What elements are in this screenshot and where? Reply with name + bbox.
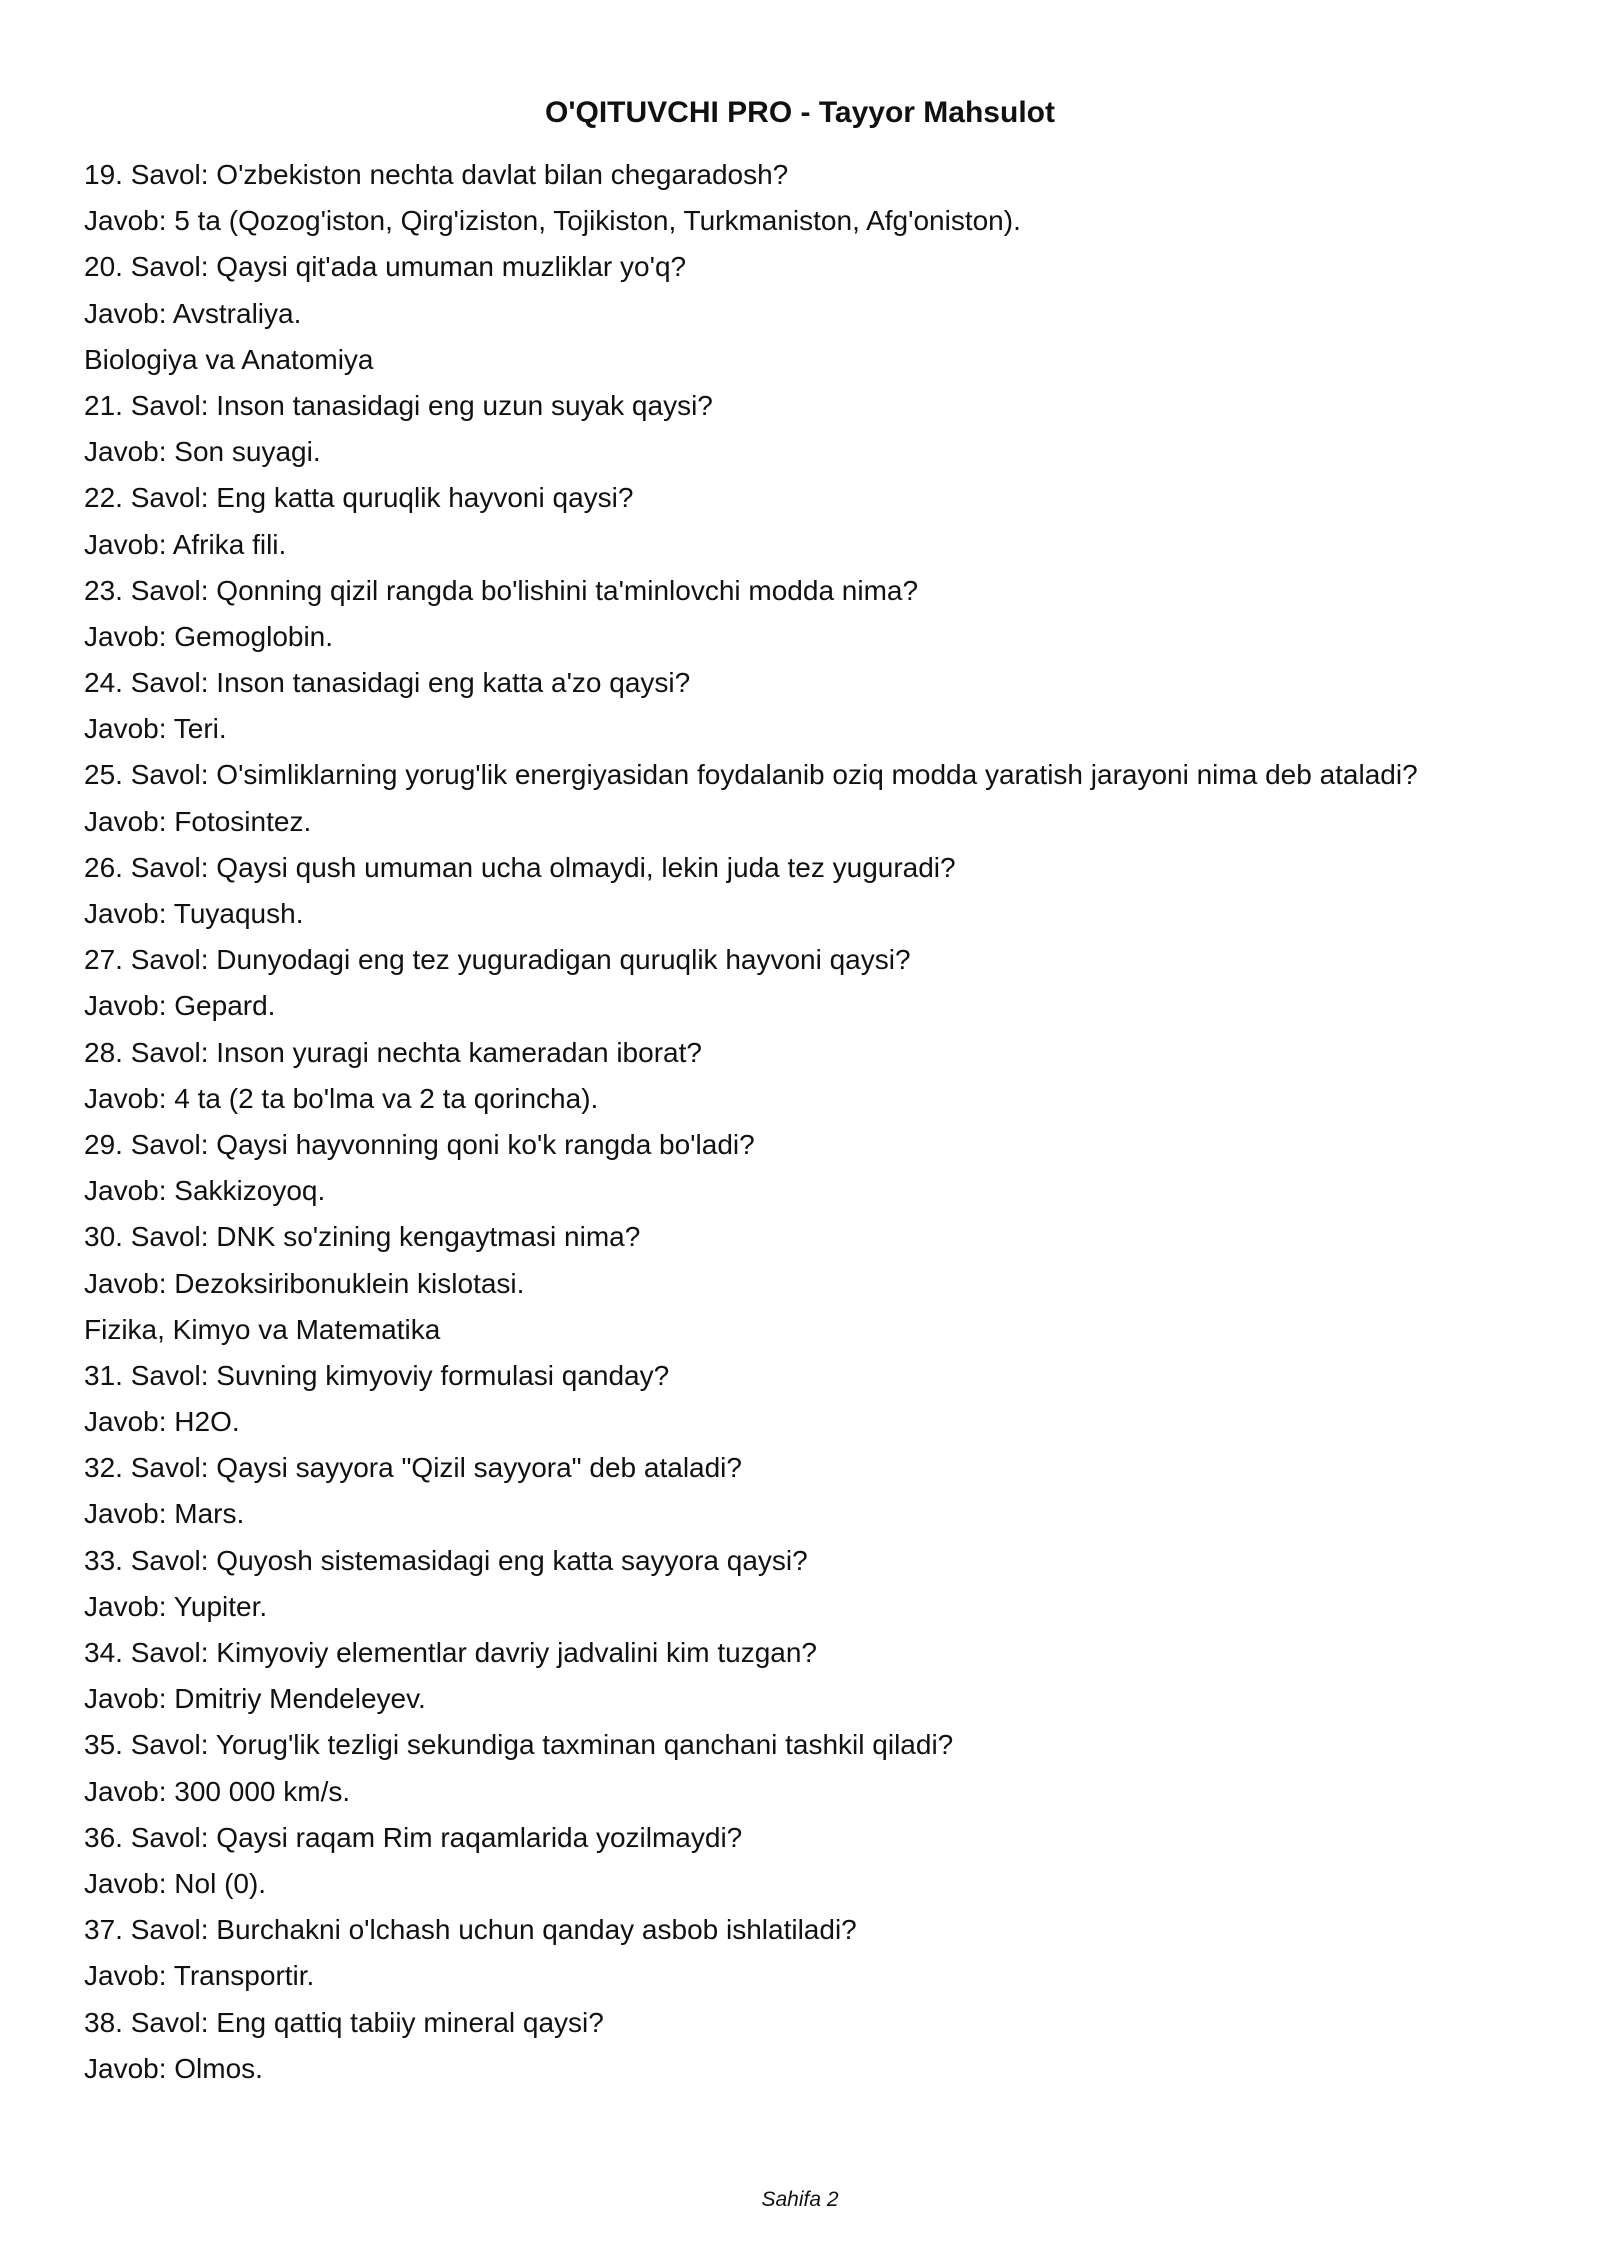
question-37: 37. Savol: Burchakni o'lchash uchun qanday asbob ishlatiladi? xyxy=(84,1914,857,1946)
question-24: 24. Savol: Inson tanasidagi eng katta a'zo qaysi? xyxy=(84,667,691,699)
question-21: 21. Savol: Inson tanasidagi eng uzun suyak qaysi? xyxy=(84,389,713,421)
answer-31: Javob: H2O. xyxy=(84,1406,240,1438)
question-30: 30. Savol: DNK so'zining kengaytmasi nima? xyxy=(84,1221,641,1253)
section-heading-physics: Fizika, Kimyo va Matematika xyxy=(84,1313,441,1345)
question-33: 33. Savol: Quyosh sistemasidagi eng katta sayyora qaysi? xyxy=(84,1544,808,1576)
answer-27: Javob: Gepard. xyxy=(84,990,276,1022)
document-body xyxy=(84,152,1544,2092)
page-title: O'QITUVCHI PRO - Tayyor Mahsulot xyxy=(545,96,1055,129)
question-36: 36. Savol: Qaysi raqam Rim raqamlarida yozilmaydi? xyxy=(84,1821,743,1853)
question-26: 26. Savol: Qaysi qush umuman ucha olmaydi, lekin juda tez yuguradi? xyxy=(84,851,956,883)
question-19: 19. Savol: O'zbekiston nechta davlat bilan chegaradosh? xyxy=(84,159,789,190)
question-27: 27. Savol: Dunyodagi eng tez yuguradigan quruqlik hayvoni qaysi? xyxy=(84,944,911,976)
answer-23: Javob: Gemoglobin. xyxy=(84,620,334,652)
answer-37: Javob: Transportir. xyxy=(84,1960,315,1992)
section-heading-biology: Biologiya va Anatomiya xyxy=(84,343,374,375)
question-38: 38. Savol: Eng qattiq tabiiy mineral qaysi? xyxy=(84,2006,604,2038)
question-29: 29. Savol: Qaysi hayvonning qoni ko'k rangda bo'ladi? xyxy=(84,1128,755,1160)
answer-30: Javob: Dezoksiribonuklein kislotasi. xyxy=(84,1267,525,1299)
question-28: 28. Savol: Inson yuragi nechta kameradan iborat? xyxy=(84,1036,702,1068)
page-footer: Sahifa 2 xyxy=(761,2188,839,2211)
answer-32: Javob: Mars. xyxy=(84,1498,245,1530)
answer-38: Javob: Olmos. xyxy=(84,2052,263,2084)
question-35: 35. Savol: Yorug'lik tezligi sekundiga taxminan qanchani tashkil qiladi? xyxy=(84,1729,954,1761)
question-34: 34. Savol: Kimyoviy elementlar davriy jadvalini kim tuzgan? xyxy=(84,1637,817,1668)
answer-33: Javob: Yupiter. xyxy=(84,1590,268,1622)
answer-36: Javob: Nol (0). xyxy=(84,1867,267,1899)
question-23: 23. Savol: Qonning qizil rangda bo'lishini ta'minlovchi modda nima? xyxy=(84,574,919,606)
answer-24: Javob: Teri. xyxy=(84,713,227,745)
question-22: 22. Savol: Eng katta quruqlik hayvoni qaysi? xyxy=(84,482,634,514)
answer-22: Javob: Afrika fili. xyxy=(84,528,287,560)
answer-25: Javob: Fotosintez. xyxy=(84,805,312,837)
answer-35: Javob: 300 000 km/s. xyxy=(84,1775,351,1807)
answer-29: Javob: Sakkizoyoq. xyxy=(84,1175,326,1207)
question-32: 32. Savol: Qaysi sayyora "Qizil sayyora" deb ataladi? xyxy=(84,1452,742,1484)
question-31: 31. Savol: Suvning kimyoviy formulasi qanday? xyxy=(84,1359,670,1391)
answer-28: Javob: 4 ta (2 ta bo'lma va 2 ta qorincha). xyxy=(84,1082,599,1114)
answer-34: Javob: Dmitriy Mendeleyev. xyxy=(84,1683,426,1715)
answer-19: Javob: 5 ta (Qozog'iston, Qirg'iziston, Tojikiston, Turkmaniston, Afg'oniston). xyxy=(84,205,1021,237)
answer-26: Javob: Tuyaqush. xyxy=(84,898,304,929)
question-25: 25. Savol: O'simliklarning yorug'lik energiyasidan foydalanib oziq modda yaratish jarayoni nima deb ataladi? xyxy=(84,759,1418,791)
answer-20: Javob: Avstraliya. xyxy=(84,297,302,329)
question-20: 20. Savol: Qaysi qit'ada umuman muzliklar yo'q? xyxy=(84,251,687,283)
answer-21: Javob: Son suyagi. xyxy=(84,436,321,468)
